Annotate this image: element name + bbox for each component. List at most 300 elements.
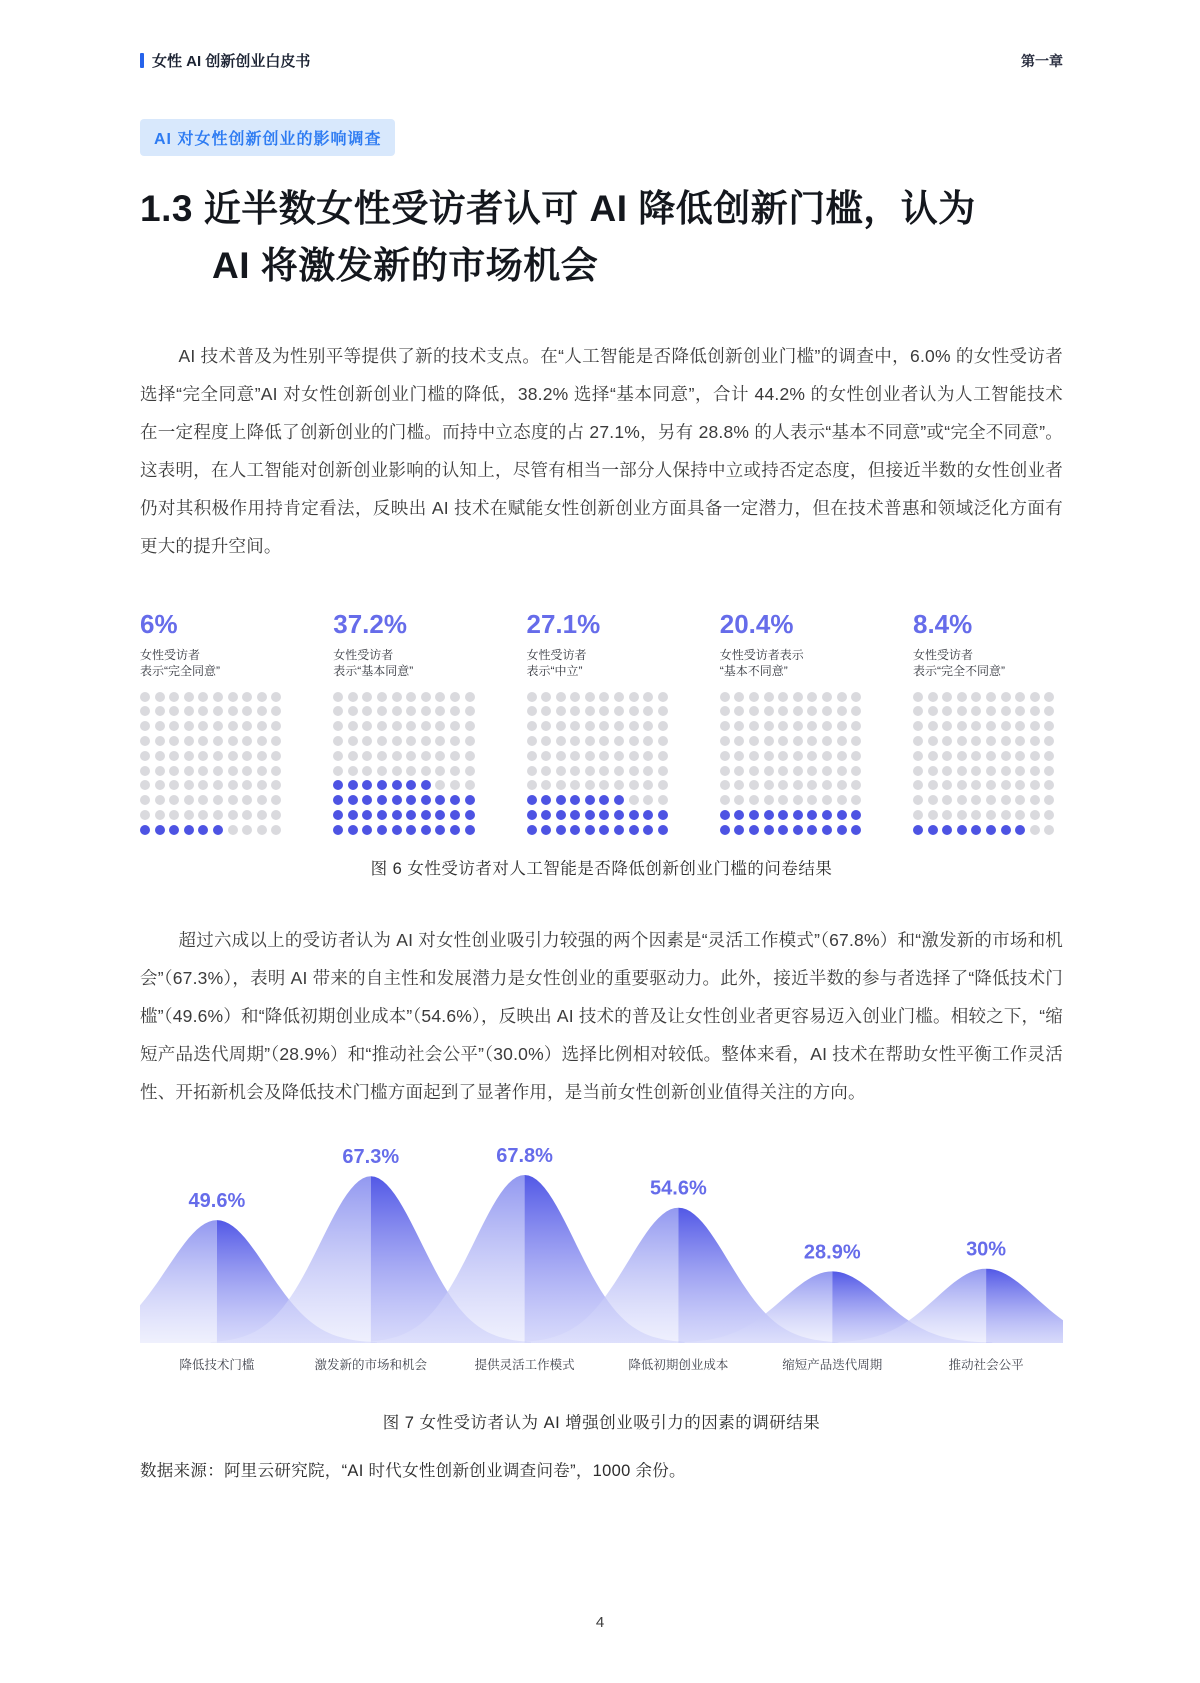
dot-filled — [450, 810, 460, 820]
dot-empty — [392, 692, 402, 702]
dot-empty — [778, 736, 788, 746]
dot-empty — [527, 766, 537, 776]
dot-empty — [793, 780, 803, 790]
dot-empty — [585, 751, 595, 761]
dot-empty — [271, 766, 281, 776]
dot-empty — [541, 766, 551, 776]
dot-group-percent: 20.4% — [719, 608, 794, 639]
dot-empty — [643, 706, 653, 716]
dot-empty — [435, 766, 445, 776]
dot-empty — [140, 766, 150, 776]
bell-category-label: 降低技术门槛 — [179, 1357, 255, 1372]
dot-filled — [362, 825, 372, 835]
dot-filled — [333, 780, 343, 790]
dot-empty — [1015, 795, 1025, 805]
dot-empty — [913, 766, 923, 776]
dot-empty — [822, 692, 832, 702]
dot-empty — [957, 795, 967, 805]
dot-empty — [421, 706, 431, 716]
dot-empty — [377, 766, 387, 776]
dot-empty — [213, 766, 223, 776]
dot-empty — [793, 751, 803, 761]
bell-value-label: 67.8% — [496, 1144, 553, 1167]
bell-chart-svg — [140, 1135, 1063, 1389]
dot-empty — [643, 780, 653, 790]
document-title: 女性 AI 创新创业白皮书 — [152, 53, 311, 70]
dot-empty — [837, 736, 847, 746]
dot-empty — [614, 706, 624, 716]
dot-empty — [377, 751, 387, 761]
dot-empty — [184, 736, 194, 746]
dot-empty — [793, 766, 803, 776]
dot-group-percent: 6% — [140, 608, 178, 639]
dot-empty — [807, 736, 817, 746]
dot-empty — [362, 692, 372, 702]
dot-empty — [169, 751, 179, 761]
body-paragraph-1: AI 技术普及为性别平等提供了新的技术支点。在“人工智能是否降低创新创业门槛”的调查中，6.0% 的女性受访者选择“完全同意”AI 对女性创新创业门槛的降低，38.2% 选择“基本同意”，合计 44.2% 的女性创业者认为人工智能技术在一定程度上降低了创新创业的门槛。而持中立态度的占 27.1%，另有 28.8% 的人表示“基本不同意”或“完全不同意”。这表明，在人工智能对创新创业影响的认知上，尽管有相当一部分人保持中立或持否定态度，但接近半数的女性创业者仍对其积极作用持肯定看法，反映出 AI 技术在赋能女性创新创业方面具备一定潜力，但在技术普惠和领域泛化方面有更大的提升空间。 — [140, 345, 1063, 556]
dot-empty — [184, 721, 194, 731]
dot-empty — [734, 706, 744, 716]
dot-empty — [734, 692, 744, 702]
dot-empty — [556, 780, 566, 790]
dot-grid — [913, 692, 1063, 835]
dot-empty — [643, 692, 653, 702]
dot-empty — [556, 706, 566, 716]
dot-filled — [928, 825, 938, 835]
dot-empty — [435, 706, 445, 716]
figure7-bell-chart — [140, 1135, 1063, 1389]
dot-empty — [527, 721, 537, 731]
dot-filled — [599, 795, 609, 805]
dot-empty — [764, 751, 774, 761]
dot-empty — [614, 721, 624, 731]
dot-empty — [1044, 736, 1054, 746]
dot-empty — [242, 751, 252, 761]
dot-empty — [1044, 825, 1054, 835]
dot-empty — [720, 736, 730, 746]
dot-empty — [527, 780, 537, 790]
dot-filled — [629, 825, 639, 835]
dot-empty — [957, 780, 967, 790]
dot-empty — [986, 795, 996, 805]
dot-empty — [406, 721, 416, 731]
dot-empty — [928, 706, 938, 716]
dot-empty — [271, 825, 281, 835]
dot-empty — [778, 751, 788, 761]
dot-empty — [942, 721, 952, 731]
dot-empty — [140, 795, 150, 805]
dot-empty — [942, 795, 952, 805]
dot-empty — [822, 766, 832, 776]
section-badge: AI 对女性创新创业的影响调查 — [140, 119, 395, 156]
dot-empty — [749, 692, 759, 702]
dot-empty — [465, 780, 475, 790]
dot-empty — [257, 766, 267, 776]
dot-empty — [614, 780, 624, 790]
dot-empty — [614, 692, 624, 702]
dot-empty — [851, 736, 861, 746]
dot-empty — [720, 751, 730, 761]
dot-empty — [1044, 706, 1054, 716]
dot-filled — [957, 825, 967, 835]
dot-filled — [585, 810, 595, 820]
dot-group — [140, 609, 290, 835]
dot-empty — [720, 706, 730, 716]
dot-empty — [184, 751, 194, 761]
dot-empty — [348, 692, 358, 702]
dot-empty — [913, 810, 923, 820]
dot-empty — [793, 721, 803, 731]
dot-empty — [599, 706, 609, 716]
dot-empty — [228, 721, 238, 731]
dot-empty — [169, 721, 179, 731]
dot-empty — [435, 692, 445, 702]
chapter-label: 第一章 — [1021, 52, 1063, 69]
bell-category-label: 降低初期创业成本 — [628, 1357, 729, 1372]
dot-empty — [333, 766, 343, 776]
dot-empty — [643, 795, 653, 805]
dot-empty — [169, 780, 179, 790]
dot-empty — [140, 751, 150, 761]
dot-empty — [155, 751, 165, 761]
dot-empty — [228, 692, 238, 702]
dot-group — [333, 609, 483, 835]
dot-empty — [450, 780, 460, 790]
dot-empty — [362, 751, 372, 761]
dot-empty — [851, 795, 861, 805]
dot-empty — [242, 692, 252, 702]
dot-filled — [541, 810, 551, 820]
dot-empty — [778, 721, 788, 731]
dot-filled — [720, 825, 730, 835]
dot-filled — [450, 825, 460, 835]
dot-empty — [257, 706, 267, 716]
dot-empty — [242, 810, 252, 820]
dot-empty — [184, 780, 194, 790]
document-title-block — [140, 50, 310, 71]
dot-empty — [406, 766, 416, 776]
dot-empty — [942, 692, 952, 702]
dot-empty — [198, 780, 208, 790]
dot-empty — [837, 706, 847, 716]
dot-empty — [764, 780, 774, 790]
dot-empty — [541, 751, 551, 761]
dot-empty — [348, 721, 358, 731]
dot-filled — [348, 810, 358, 820]
dot-empty — [629, 736, 639, 746]
dot-empty — [614, 736, 624, 746]
dot-filled — [377, 825, 387, 835]
dot-empty — [140, 692, 150, 702]
dot-empty — [257, 736, 267, 746]
dot-filled — [421, 810, 431, 820]
dot-filled — [527, 810, 537, 820]
dot-empty — [465, 766, 475, 776]
dot-filled — [913, 825, 923, 835]
dot-empty — [271, 780, 281, 790]
dot-group-percent: 37.2% — [333, 608, 407, 639]
dot-empty — [957, 751, 967, 761]
dot-empty — [362, 721, 372, 731]
dot-empty — [807, 751, 817, 761]
dot-empty — [228, 751, 238, 761]
dot-empty — [435, 780, 445, 790]
dot-filled — [527, 795, 537, 805]
dot-empty — [764, 795, 774, 805]
bell-right-half — [986, 1269, 1063, 1343]
dot-empty — [392, 751, 402, 761]
dot-empty — [257, 692, 267, 702]
dot-empty — [734, 721, 744, 731]
dot-empty — [1044, 766, 1054, 776]
dot-empty — [541, 706, 551, 716]
section-title-line2: AI 将激发新的市场机会 — [212, 245, 599, 287]
dot-empty — [822, 751, 832, 761]
dot-empty — [658, 721, 668, 731]
dot-empty — [169, 692, 179, 702]
dot-empty — [749, 706, 759, 716]
dot-filled — [362, 780, 372, 790]
dot-empty — [1015, 780, 1025, 790]
dot-group — [720, 609, 870, 835]
dot-empty — [406, 751, 416, 761]
dot-empty — [749, 751, 759, 761]
dot-empty — [1001, 795, 1011, 805]
dot-empty — [271, 706, 281, 716]
dot-empty — [527, 706, 537, 716]
dot-empty — [377, 692, 387, 702]
dot-filled — [406, 825, 416, 835]
dot-filled — [734, 825, 744, 835]
dot-empty — [928, 795, 938, 805]
dot-empty — [629, 780, 639, 790]
dot-empty — [793, 736, 803, 746]
dot-empty — [1030, 825, 1040, 835]
dot-filled — [851, 810, 861, 820]
dot-empty — [155, 810, 165, 820]
dot-filled — [1015, 825, 1025, 835]
dot-empty — [749, 721, 759, 731]
dot-filled — [392, 795, 402, 805]
dot-empty — [465, 751, 475, 761]
dot-empty — [1044, 751, 1054, 761]
dot-empty — [1001, 721, 1011, 731]
bell-category-label: 缩短产品迭代周期 — [782, 1357, 883, 1372]
dot-filled — [658, 825, 668, 835]
dot-empty — [1001, 780, 1011, 790]
dot-filled — [658, 810, 668, 820]
dot-empty — [599, 780, 609, 790]
dot-empty — [1015, 736, 1025, 746]
dot-empty — [1015, 721, 1025, 731]
dot-empty — [1030, 751, 1040, 761]
dot-empty — [465, 736, 475, 746]
dot-empty — [257, 825, 267, 835]
dot-empty — [629, 795, 639, 805]
dot-filled — [837, 825, 847, 835]
dot-empty — [169, 766, 179, 776]
dot-empty — [271, 736, 281, 746]
dot-empty — [764, 766, 774, 776]
dot-empty — [570, 736, 580, 746]
dot-filled — [643, 810, 653, 820]
dot-empty — [198, 810, 208, 820]
dot-empty — [1001, 751, 1011, 761]
dot-empty — [658, 795, 668, 805]
dot-empty — [942, 751, 952, 761]
dot-empty — [257, 751, 267, 761]
dot-empty — [957, 810, 967, 820]
page-header — [140, 50, 1063, 71]
dot-empty — [213, 780, 223, 790]
dot-empty — [1030, 766, 1040, 776]
dot-empty — [957, 766, 967, 776]
dot-empty — [822, 736, 832, 746]
dot-empty — [333, 692, 343, 702]
dot-filled — [851, 825, 861, 835]
dot-filled — [392, 780, 402, 790]
dot-empty — [213, 692, 223, 702]
dot-empty — [837, 751, 847, 761]
dot-empty — [793, 795, 803, 805]
dot-empty — [198, 751, 208, 761]
dot-empty — [793, 692, 803, 702]
dot-empty — [764, 706, 774, 716]
dot-empty — [1030, 706, 1040, 716]
dot-filled — [465, 825, 475, 835]
dot-empty — [837, 780, 847, 790]
dot-empty — [406, 706, 416, 716]
dot-empty — [198, 766, 208, 776]
dot-empty — [155, 721, 165, 731]
dot-empty — [257, 721, 267, 731]
dot-empty — [629, 751, 639, 761]
dot-empty — [734, 795, 744, 805]
dot-filled — [556, 795, 566, 805]
dot-empty — [228, 736, 238, 746]
dot-filled — [377, 780, 387, 790]
dot-empty — [942, 706, 952, 716]
dot-group-description: 女性受访者 表示“完全不同意” — [913, 647, 1005, 678]
dot-empty — [986, 780, 996, 790]
dot-empty — [348, 751, 358, 761]
dot-empty — [942, 780, 952, 790]
dot-empty — [913, 692, 923, 702]
dot-empty — [942, 736, 952, 746]
dot-empty — [570, 721, 580, 731]
page-number: 4 — [595, 1614, 605, 1631]
dot-empty — [450, 706, 460, 716]
dot-empty — [928, 736, 938, 746]
dot-empty — [242, 795, 252, 805]
dot-empty — [764, 721, 774, 731]
dot-empty — [421, 766, 431, 776]
dot-empty — [527, 751, 537, 761]
dot-filled — [971, 825, 981, 835]
dot-filled — [421, 780, 431, 790]
dot-empty — [629, 721, 639, 731]
dot-empty — [971, 692, 981, 702]
data-source-note: 数据来源：阿里云研究院，“AI 时代女性创新创业调查问卷”，1000 余份。 — [140, 1461, 686, 1480]
dot-group-description: 女性受访者表示 “基本不同意” — [719, 647, 804, 678]
dot-filled — [807, 825, 817, 835]
dot-empty — [957, 692, 967, 702]
dot-empty — [807, 795, 817, 805]
dot-empty — [720, 780, 730, 790]
dot-empty — [851, 692, 861, 702]
dot-empty — [450, 721, 460, 731]
dot-empty — [942, 766, 952, 776]
dot-filled — [764, 825, 774, 835]
dot-empty — [406, 736, 416, 746]
dot-empty — [971, 751, 981, 761]
dot-empty — [228, 810, 238, 820]
dot-empty — [658, 706, 668, 716]
dot-empty — [957, 736, 967, 746]
dot-empty — [658, 736, 668, 746]
dot-empty — [242, 766, 252, 776]
dot-group-percent: 27.1% — [526, 608, 601, 639]
dot-empty — [1001, 706, 1011, 716]
bell-value-label: 54.6% — [650, 1177, 707, 1200]
bell-value-label: 67.3% — [342, 1146, 400, 1169]
dot-empty — [764, 692, 774, 702]
dot-empty — [837, 692, 847, 702]
dot-empty — [986, 810, 996, 820]
dot-empty — [184, 810, 194, 820]
dot-empty — [928, 721, 938, 731]
dot-filled — [764, 810, 774, 820]
dot-empty — [749, 780, 759, 790]
dot-empty — [851, 721, 861, 731]
dot-empty — [913, 736, 923, 746]
dot-empty — [556, 751, 566, 761]
dot-empty — [807, 766, 817, 776]
dot-empty — [333, 751, 343, 761]
dot-filled — [614, 825, 624, 835]
dot-empty — [957, 706, 967, 716]
dot-empty — [928, 810, 938, 820]
dot-empty — [169, 736, 179, 746]
dot-empty — [807, 780, 817, 790]
dot-empty — [271, 692, 281, 702]
dot-filled — [333, 795, 343, 805]
dot-empty — [421, 692, 431, 702]
dot-empty — [271, 810, 281, 820]
dot-empty — [556, 736, 566, 746]
dot-empty — [629, 766, 639, 776]
dot-empty — [629, 692, 639, 702]
dot-filled — [348, 795, 358, 805]
dot-grid — [333, 692, 483, 835]
dot-empty — [333, 706, 343, 716]
dot-empty — [807, 706, 817, 716]
dot-empty — [913, 721, 923, 731]
dot-empty — [435, 721, 445, 731]
dot-empty — [599, 751, 609, 761]
dot-empty — [570, 780, 580, 790]
body-paragraph-2: 超过六成以上的受访者认为 AI 对女性创业吸引力较强的两个因素是“灵活工作模式”（67.8%）和“激发新的市场和机会”（67.3%），表明 AI 带来的自主性和发展潜力是女性创业的重要驱动力。此外，接近半数的参与者选择了“降低技术门槛”（49.6%）和“降低初期创业成本”（54.6%），反映出 AI 技术的普及让女性创业者更容易迈入创业门槛。相较之下，“缩短产品迭代周期”（28.9%）和“推动社会公平”（30.0%）选择比例相对较低。整体来看，AI 技术在帮助女性平衡工作灵活性、开拓新机会及降低技术门槛方面起到了显著作用，是当前女性创新创业值得关注的方向。 — [140, 929, 1063, 1102]
dot-empty — [450, 736, 460, 746]
dot-empty — [928, 692, 938, 702]
dot-empty — [1030, 736, 1040, 746]
dot-filled — [1001, 825, 1011, 835]
dot-empty — [333, 721, 343, 731]
dot-filled — [749, 810, 759, 820]
dot-empty — [720, 795, 730, 805]
dot-empty — [155, 766, 165, 776]
dot-empty — [213, 736, 223, 746]
